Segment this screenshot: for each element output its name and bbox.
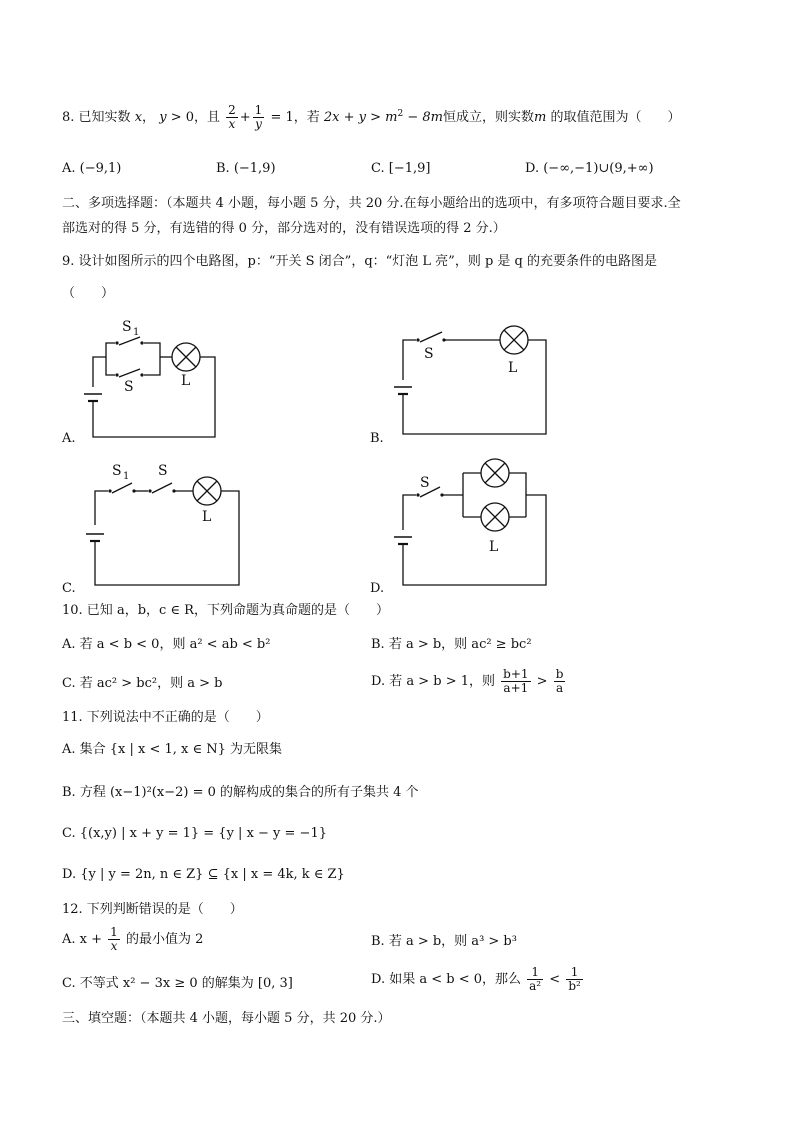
circuit-diagram-c [60, 455, 250, 595]
q11-option-d: D. {y | y = 2n, n ∈ Z} ⊆ {x | x = 4k, k ∈ Z} [62, 867, 345, 882]
q11-option-a: A. 集合 {x | x < 1, x ∈ N} 为无限集 [62, 742, 283, 757]
lamp-label-l: L [181, 373, 191, 389]
lamp-label-l: L [508, 360, 518, 376]
q12-stem: 12. 下列判断错误的是（ ） [62, 902, 243, 917]
q8-option-c: C. [−1,9] [371, 161, 431, 176]
q10-stem: 10. 已知 a，b，c ∈ R，下列命题为真命题的是（ ） [62, 603, 389, 618]
switch-label-s1: S [112, 463, 122, 479]
section-3-heading: 三、填空题：（本题共 4 小题，每小题 5 分，共 20 分.） [62, 1011, 391, 1026]
circuit-a-label: A. [62, 431, 76, 445]
q8-option-a: A. (−9,1) [62, 161, 122, 176]
section-2-line-2: 部选对的得 5 分，有选错的得 0 分，部分选对的，没有错误选项的得 2 分.） [62, 221, 506, 236]
switch-label-s1-subscript: 1 [133, 327, 140, 338]
q11-option-c: C. {(x,y) | x + y = 1} = {y | x − y = −1} [62, 826, 327, 841]
q12-option-b: B. 若 a > b，则 a³ > b³ [371, 934, 517, 949]
q10-option-b: B. 若 a > b，则 ac² ≥ bc² [371, 637, 532, 652]
q8-option-b: B. (−1,9) [216, 161, 276, 176]
switch-label-s: S [424, 346, 434, 362]
q9-stem: 9. 设计如图所示的四个电路图，p：“开关 S 闭合”，q：“灯泡 L 亮”，则 p 是 q 的充要条件的电路图是 [62, 254, 658, 269]
q10-option-c: C. 若 ac² > bc²，则 a > b [62, 676, 223, 691]
q12-option-d: D. 如果 a < b < 0，那么 $\frac{1}{\text{a²}}$ < $\frac{1}{\text{b²}}$ [371, 965, 581, 994]
q8-stem: 8. 已知实数 x， y > 0，且 $\frac{2}{x}$ + $\frac{1}{y}$ = 1，若 $2x + y > m^2 - 8m$恒成立，则实数m 的取值范围为（ ） [62, 103, 681, 132]
q9-stem-paren: （ ） [62, 286, 115, 301]
q10-option-a: A. 若 a < b < 0，则 a² < ab < b² [62, 637, 271, 652]
switch-label-s: S [158, 463, 168, 479]
q8-option-d: D. (−∞,−1)∪(9,+∞) [525, 161, 654, 176]
fraction-1-over-y: $\frac{1}{y}$ [254, 103, 263, 132]
lamp-label-l: L [202, 509, 212, 525]
circuit-diagram-a [60, 315, 230, 445]
circuit-d-label: D. [370, 581, 385, 595]
circuit-b-label: B. [370, 431, 384, 445]
q11-option-b: B. 方程 (x−1)²(x−2) = 0 的解构成的集合的所有子集共 4 个 [62, 785, 419, 800]
lamp-label-l: L [489, 539, 499, 555]
switch-label-s: S [420, 475, 430, 491]
switch-label-s1: S [122, 319, 132, 335]
switch-label-s: S [124, 379, 134, 395]
section-2-line-1: 二、多项选择题：（本题共 4 小题，每小题 5 分，共 20 分.在每小题给出的选项中，有多项符合题目要求.全 [62, 196, 681, 211]
circuit-diagram-d [368, 455, 558, 595]
q12-option-a: A. x + $\frac{1}{x}$ 的最小值为 2 [62, 925, 204, 954]
q10-option-d: D. 若 a > b > 1，则 $\frac{b+1}{a+1}$ > $\frac{b}{a}$ [371, 667, 564, 696]
circuit-c-label: C. [62, 581, 76, 595]
switch-label-s1-subscript: 1 [123, 471, 130, 482]
q11-stem: 11. 下列说法中不正确的是（ ） [62, 710, 269, 725]
q12-option-c: C. 不等式 x² − 3x ≥ 0 的解集为 [0, 3] [62, 976, 293, 991]
circuit-diagram-b [368, 320, 558, 445]
fraction-2-over-x: $\frac{2}{x}$ [228, 103, 236, 132]
